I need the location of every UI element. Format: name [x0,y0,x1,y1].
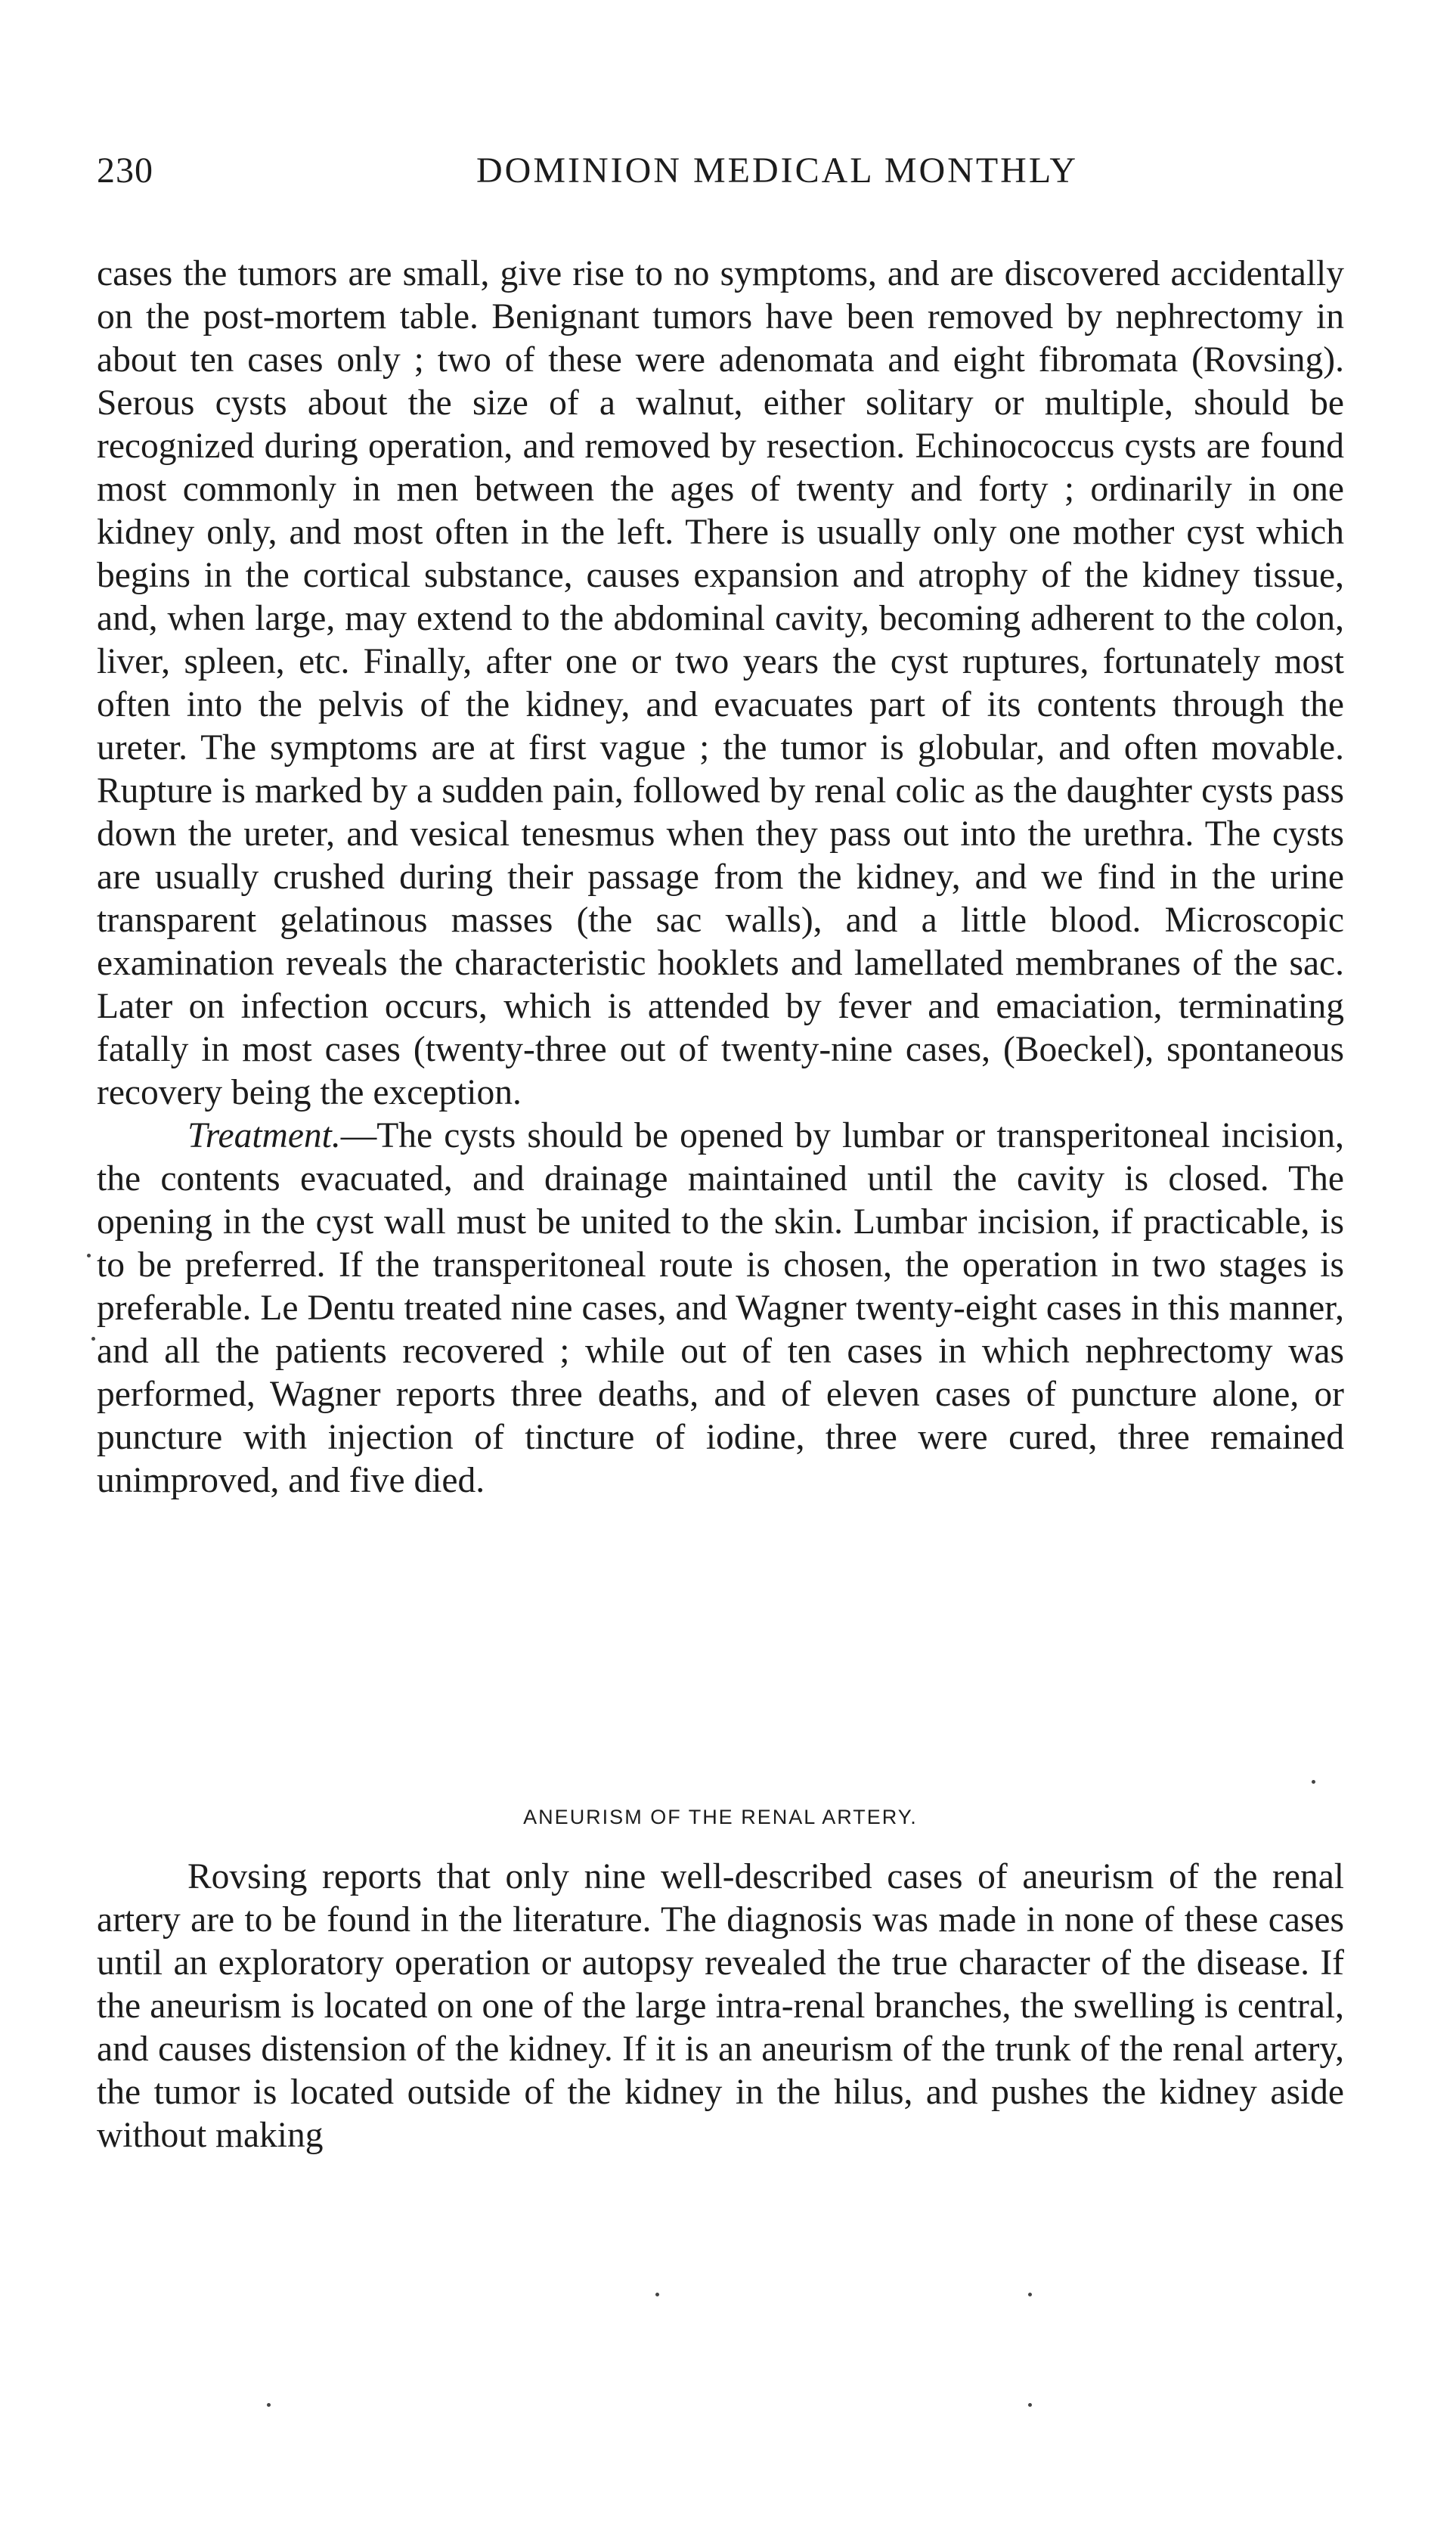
print-speck [1312,1780,1315,1784]
print-speck [91,1337,95,1341]
print-speck [655,2293,659,2296]
print-speck [267,2403,271,2407]
body-text-block [97,253,1344,1502]
page-number: 230 [97,150,153,191]
journal-title: DOMINION MEDICAL MONTHLY [476,150,1078,191]
section-heading: ANEURISM OF THE RENAL ARTERY. [523,1806,918,1828]
print-speck [1028,2293,1032,2296]
print-speck [1028,2403,1032,2407]
paragraph-treatment [97,1115,1344,1502]
print-speck [87,1254,91,1257]
paragraph-echinococcus: cases the tumors are small, give rise to no symptoms, and are discovered accidentally on the post-mortem table. Benignant tumors have been removed by nephrectomy in about ten cases only ; two of these were adenomata and eight fibromata (Rovsing). Serous cysts about the size of a walnut, either solitary or multiple, should be recognized during operation, and removed by resection. Echinococcus cysts are found most commonly in men between the ages of twenty and forty ; ordinarily in one kidney only, and most often in the left. There is usually only one mother cyst which begins in the cortical substance, causes expansion and atrophy of the kidney tissue, and, when large, may extend to the abdominal cavity, becoming adherent to the colon, liver, spleen, etc. Finally, after one or two years the cyst ruptures, fortunately most often into the pelvis of the kidney, and evacuates part of its contents through the ureter. The symptoms are at first vague ; the tumor is globular, and often movable. Rupture is marked by a sudden pain, followed by renal colic as the daughter cysts pass down the ureter, and vesical tenesmus when they pass out into the urethra. The cysts are usually crushed during their passage from the kidney, and we find in the urine transparent gelatinous masses (the sac walls), and a little blood. Microscopic examination reveals the characteristic hooklets and lamellated membranes of the sac. Later on infection occurs, which is attended by fever and emaciation, terminating fatally in most cases (twenty-three out of twenty-nine cases, (Boeckel), spontaneous recovery being the exception. [97,254,1344,1112]
running-head [97,150,1344,203]
treatment-label: Treatment. [187,1116,341,1155]
paragraph-aneurism: Rovsing reports that only nine well-described cases of aneurism of the renal artery are to be found in the literature. The diagnosis was made in none of these cases until an exploratory operation or autopsy revealed the true character of the disease. If the aneurism is located on one of the large intra-renal branches, the swelling is central, and causes distension of the kidney. If it is an aneurism of the trunk of the renal artery, the tumor is located outside of the kidney in the hilus, and pushes the kidney aside without making [97,1857,1344,2155]
body-text-block-aneurism [97,1856,1344,2157]
treatment-text: —The cysts should be opened by lumbar or transperitoneal incision, the contents evacuated, and drainage maintained until the cavity is closed. The opening in the cyst wall must be united to the skin. Lumbar incision, if practicable, is to be preferred. If the transperitoneal route is chosen, the operation in two stages is preferable. Le Dentu treated nine cases, and Wagner twenty-eight cases in this manner, and all the patients recovered ; while out of ten cases in which nephrectomy was performed, Wagner reports three deaths, and of eleven cases of puncture alone, or puncture with injection of tincture of iodine, three were cured, three remained unimproved, and five died. [97,1116,1344,1500]
